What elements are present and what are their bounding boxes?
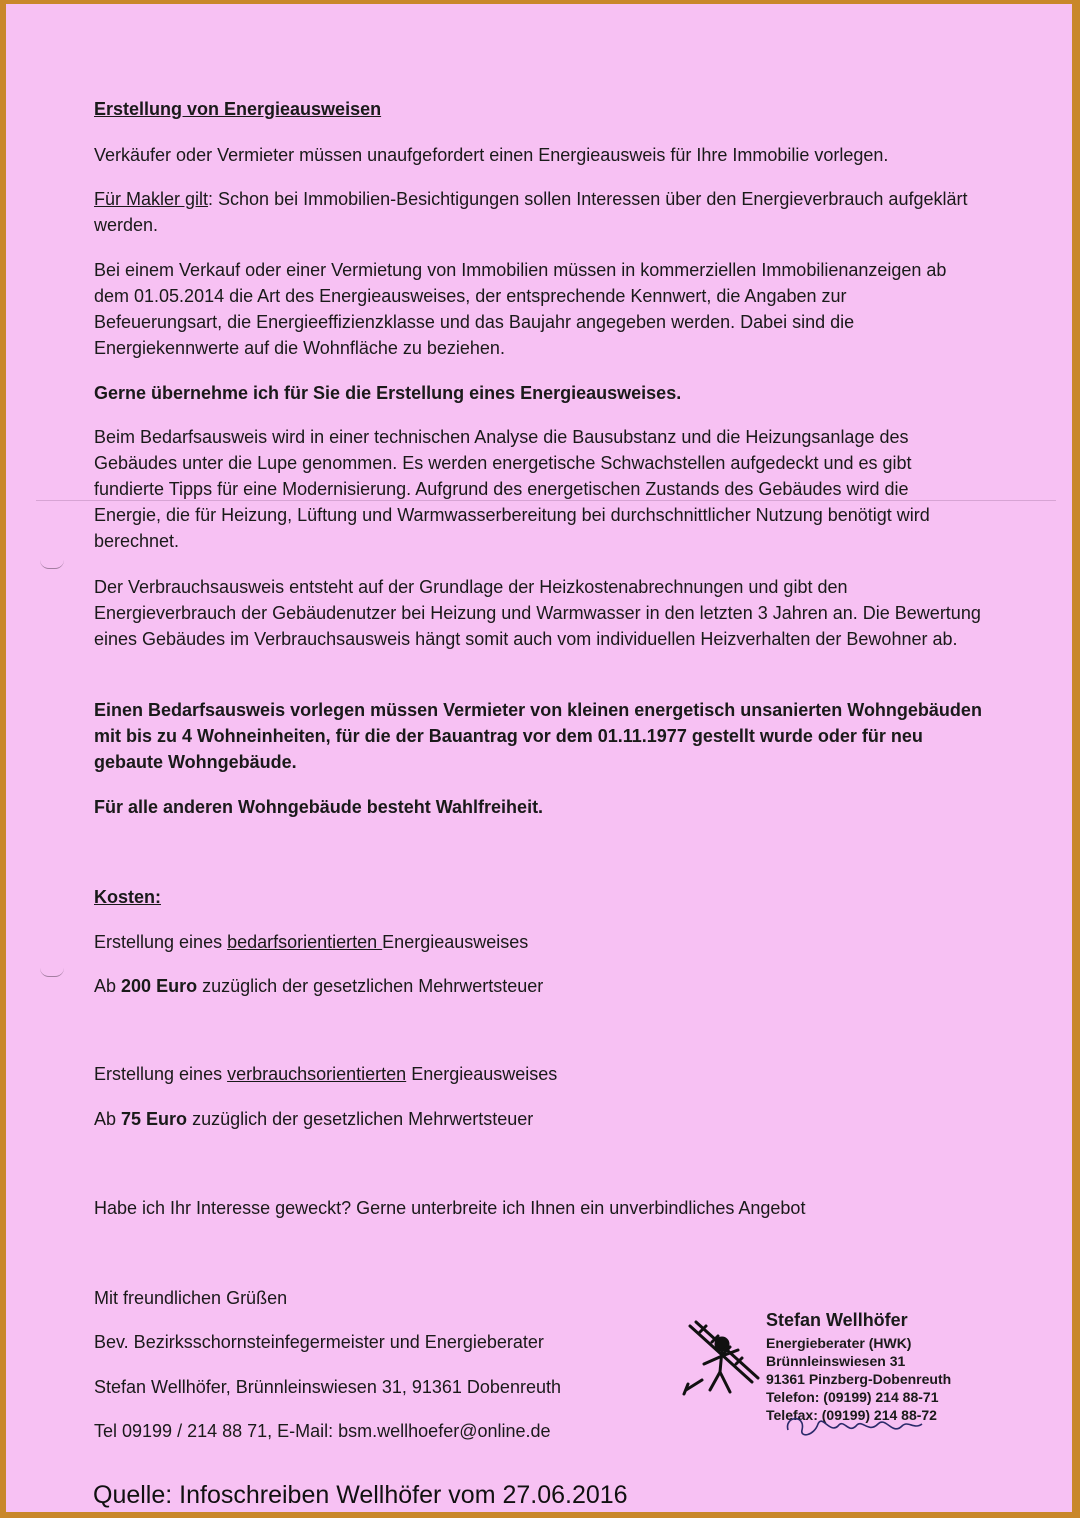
- cost-1-price-suffix: zuzüglich der gesetzlichen Mehrwertsteuer: [197, 976, 544, 996]
- paragraph-requirement: Einen Bedarfsausweis vorlegen müssen Vermieter von kleinen energetisch unsanierten Wohngebäuden mit bis zu 4 Wohneinheiten, für die der Bauantrag vor dem 01.11.1977 gestellt wurde oder für neu gebaute Wohngebäude.: [94, 700, 982, 772]
- closing: Mit freundlichen Grüßen: [94, 1288, 288, 1308]
- paragraph-1: Verkäufer oder Vermieter müssen unaufgefordert einen Energieausweis für Ihre Immobilie vorlegen.: [94, 145, 889, 165]
- cost-2-price-suffix: zuzüglich der gesetzlichen Mehrwertsteuer: [187, 1109, 534, 1129]
- cost-1-title: [94, 929, 994, 955]
- letter-page: [6, 4, 1072, 1512]
- cost-1-amount: 200 Euro: [121, 976, 198, 996]
- cost-1-prefix: Erstellung eines: [94, 932, 228, 952]
- cost-2-price: [94, 1106, 994, 1132]
- stamp-line-1: Energieberater (HWK): [766, 1335, 912, 1351]
- stamp-name: Stefan Wellhöfer: [766, 1310, 908, 1330]
- cost-2-title: [94, 1061, 994, 1087]
- interest-line: Habe ich Ihr Interesse geweckt? Gerne unterbreite ich Ihnen ein unverbindliches Angebot: [94, 1198, 806, 1218]
- costs-heading: Kosten:: [94, 887, 161, 907]
- company-stamp: [682, 1310, 982, 1450]
- paragraph-3: Bei einem Verkauf oder einer Vermietung von Immobilien müssen in kommerziellen Immobilienanzeigen ab dem 01.05.2014 die Art des Energieausweises, der entsprechende Kennwert, die Angaben zur Befeuerungsart, die Energieeffizienzklasse und das Baujahr angegeben werden. Dabei sind die Energiekennwerte auf die Wohnfläche zu beziehen.: [94, 260, 947, 358]
- cost-2-prefix: Erstellung eines: [94, 1064, 228, 1084]
- stamp-line-3: 91361 Pinzberg-Dobenreuth: [766, 1371, 952, 1387]
- sender-contact: Tel 09199 / 214 88 71, E-Mail: bsm.wellhoefer@online.de: [94, 1421, 551, 1441]
- paragraph-2: [94, 186, 974, 238]
- punch-mark: [40, 560, 64, 569]
- cost-2-type: verbrauchsorientierten: [227, 1064, 407, 1084]
- cost-1-price: [94, 973, 994, 999]
- stamp-line-4: Telefon: (09199) 214 88-71: [766, 1389, 939, 1405]
- cost-2-price-prefix: Ab: [94, 1109, 122, 1129]
- stamp-line-5: Telefax: (09199) 214 88-72: [766, 1407, 937, 1423]
- makler-label: Für Makler gilt: [94, 189, 209, 209]
- makler-text: : Schon bei Immobilien-Besichtigungen sollen Interessen über den Energieverbrauch aufgeklärt werden.: [94, 189, 968, 235]
- signature-icon: [782, 1404, 932, 1444]
- cost-1-type: bedarfsorientierten: [227, 932, 383, 952]
- sender-address: Stefan Wellhöfer, Brünnleinswiesen 31, 91361 Dobenreuth: [94, 1377, 561, 1397]
- cost-2-amount: 75 Euro: [121, 1109, 188, 1129]
- stamp-line-2: Brünnleinswiesen 31: [766, 1353, 906, 1369]
- paragraph-verbrauchsausweis: Der Verbrauchsausweis entsteht auf der Grundlage der Heizkostenabrechnungen und gibt den Energieverbrauch der Gebäudenutzer bei Heizung und Warmwasser in den letzten 3 Jahren an. Die Bewertung eines Gebäudes im Verbrauchsausweis hängt somit auch vom individuellen Heizverhalten der Bewohner ab.: [94, 577, 981, 649]
- cost-1-suffix: Energieausweises: [382, 932, 529, 952]
- heading: Erstellung von Energieausweisen: [94, 99, 382, 119]
- chimney-sweep-icon: [682, 1320, 762, 1400]
- paragraph-choice: Für alle anderen Wohngebäude besteht Wahlfreiheit.: [94, 797, 544, 817]
- cost-2-suffix: Energieausweises: [406, 1064, 558, 1084]
- source-caption: Quelle: Infoschreiben Wellhöfer vom 27.06.2016: [93, 1481, 628, 1509]
- paragraph-bedarfsausweis: Beim Bedarfsausweis wird in einer technischen Analyse die Bausubstanz und die Heizungsanlage des Gebäudes unter die Lupe genommen. Es werden energetische Schwachstellen aufgedeckt und es gibt fundierte Tipps für eine Modernisierung. Aufgrund des energetischen Zustands des Gebäudes wird die Energie, die für Heizung, Lüftung und Warmwasserbereitung bei durchschnittlicher Nutzung benötigt wird berechnet.: [94, 427, 930, 551]
- cost-1-price-prefix: Ab: [94, 976, 122, 996]
- sender-title: Bev. Bezirksschornsteinfegermeister und Energieberater: [94, 1332, 544, 1352]
- punch-mark: [40, 968, 64, 977]
- offer-statement: Gerne übernehme ich für Sie die Erstellung eines Energieausweises.: [94, 383, 682, 403]
